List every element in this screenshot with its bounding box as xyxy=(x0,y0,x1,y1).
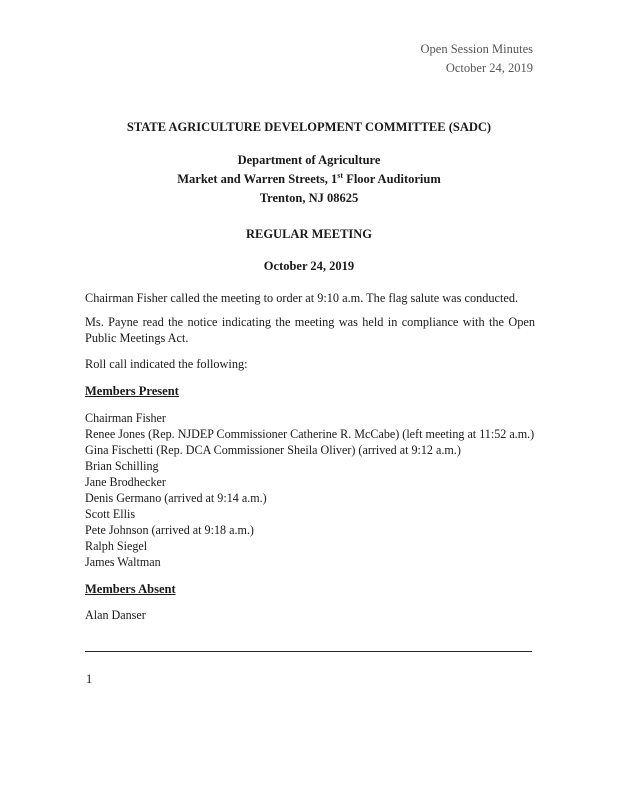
member-item: Denis Germano (arrived at 9:14 a.m.) xyxy=(85,491,267,505)
address-part-2: Floor Auditorium xyxy=(343,172,441,186)
member-item: Jane Brodhecker xyxy=(85,475,166,489)
header-date: October 24, 2019 xyxy=(445,61,533,75)
members-absent-heading: Members Absent xyxy=(85,582,176,596)
absent-member-item: Alan Danser xyxy=(85,608,146,622)
address-ordinal-suffix: st xyxy=(337,170,344,180)
meeting-type: REGULAR MEETING xyxy=(245,227,373,241)
members-absent-list xyxy=(85,607,146,623)
running-header xyxy=(421,40,534,78)
call-to-order-paragraph: Chairman Fisher called the meeting to order at 9:10 a.m. The flag salute was conducted. xyxy=(85,291,519,305)
meeting-city: Trenton, NJ 08625 xyxy=(259,191,359,205)
member-item: Pete Johnson (arrived at 9:18 a.m.) xyxy=(85,523,254,537)
member-item: Renee Jones (Rep. NJDEP Commissioner Catherine R. McCabe) (left meeting at 11:52 a.m.) xyxy=(85,427,535,441)
member-item: Brian Schilling xyxy=(85,459,159,473)
roll-call-paragraph: Roll call indicated the following: xyxy=(85,357,248,371)
members-present-list xyxy=(85,410,535,570)
member-item: Gina Fischetti (Rep. DCA Commissioner Sheila Oliver) (arrived at 9:12 a.m.) xyxy=(85,443,461,457)
meeting-location-block xyxy=(0,151,618,208)
address-part-1: Market and Warren Streets, 1 xyxy=(177,172,338,186)
meeting-address xyxy=(0,170,618,189)
header-doc-type: Open Session Minutes xyxy=(420,42,533,56)
members-present-heading: Members Present xyxy=(85,384,179,398)
member-item: Chairman Fisher xyxy=(85,411,166,425)
member-item: Scott Ellis xyxy=(85,507,136,521)
member-item: Ralph Siegel xyxy=(85,539,148,553)
footer-divider xyxy=(85,651,532,652)
page-number: 1 xyxy=(86,672,93,686)
organization-title: STATE AGRICULTURE DEVELOPMENT COMMITTEE (SADC) xyxy=(126,120,492,134)
notice-paragraph: Ms. Payne read the notice indicating the meeting was held in compliance with the Open Public Meetings Act. xyxy=(85,315,535,345)
meeting-date: October 24, 2019 xyxy=(263,259,355,273)
department-name: Department of Agriculture xyxy=(237,153,381,167)
member-item: James Waltman xyxy=(85,555,161,569)
